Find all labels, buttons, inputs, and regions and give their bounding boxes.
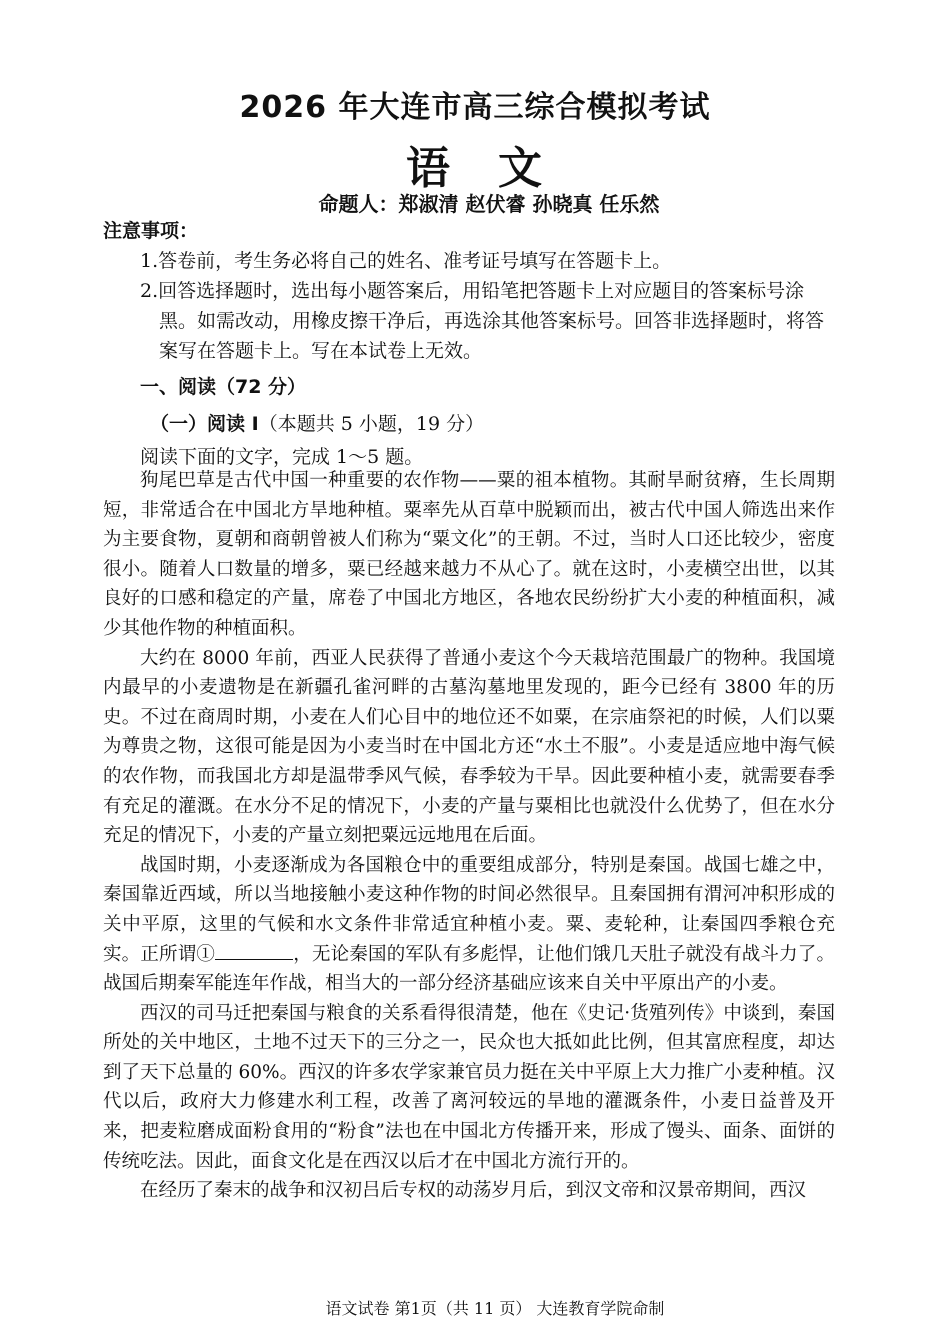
notice-heading: 注意事项： — [103, 220, 199, 242]
page-footer: 语文试卷 第1页（共 11 页） 大连教育学院命制 — [325, 1299, 665, 1318]
reading-passage — [103, 466, 835, 1206]
paragraph-3-before-blank: 战国时期，小麦逐渐成为各国粮仓中的重要组成部分，特别是秦国。战国七雄之中，秦国靠近西域，所以当地接触小麦这种作物的时间必然很早。且秦国拥有渭河冲积形成的关中平原，这里的气候和水文条件非常适宜种植小麦。粟、麦轮种，让秦国四季粮仓充实。正所谓① — [103, 854, 835, 965]
exam-title: 2026 年大连市高三综合模拟考试 — [239, 90, 711, 125]
paragraph-3-after-blank: ，无论秦国的军队有多彪悍，让他们饿几天肚子就没有战斗力了。战国后期秦军能连年作战，相当大的一部分经济基础应该来自关中平原出产的小麦。 — [103, 943, 835, 995]
notice-list — [140, 246, 840, 366]
notice-item-2: 2.回答选择题时，选出每小题答案后，用铅笔把答题卡上对应题目的答案标号涂黑。如需改动，用橡皮擦干净后，再选涂其他答案标号。回答非选择题时，将答案写在答题卡上。写在本试卷上无效。 — [140, 280, 825, 362]
passage-paragraph-2: 大约在 8000 年前，西亚人民获得了普通小麦这个今天栽培范围最广的物种。我国境内最早的小麦遗物是在新疆孔雀河畔的古墓沟墓地里发现的，距今已经有 3800 年的历史。不过在商周时期，小麦在人们心目中的地位还不如粟，在宗庙祭祀的时候，人们以粟为尊贵之物，这很可能是因为小麦当时在中国北方还“水土不服”。小麦是适应地中海气候的农作物，而我国北方却是温带季风气候，春季较为干旱。因此要种植小麦，就需要春季有充足的灌溉。在水分不足的情况下，小麦的产量与粟相比也就没什么优势了，但在水分充足的情况下，小麦的产量立刻把粟远远地甩在后面。 — [103, 647, 835, 847]
passage-paragraph-5: 在经历了秦末的战争和汉初吕后专权的动荡岁月后，到汉文帝和汉景帝期间，西汉 — [140, 1180, 807, 1202]
passage-paragraph-3 — [103, 851, 835, 999]
passage-paragraph-4: 西汉的司马迁把秦国与粮食的关系看得很清楚，他在《史记·货殖列传》中谈到，秦国所处的关中地区，土地不过天下的三分之一，民众也大抵如此比例，但其富庶程度，却达到了天下总量的 60%。西汉的许多农学家兼官员力挺在关中平原上大力推广小麦种植。汉代以后，政府大力修建水利工程，改善了离河较远的旱地的灌溉条件，小麦日益普及开来，把麦粒磨成面粉食用的“粉食”法也在中国北方传播开来，形成了馒头、面条、面饼的传统吃法。因此，面食文化是在西汉以后才在中国北方流行开的。 — [103, 1002, 835, 1172]
passage-paragraph-1: 狗尾巴草是古代中国一种重要的农作物——粟的祖本植物。其耐旱耐贫瘠，生长周期短，非常适合在中国北方旱地种植。粟率先从百草中脱颖而出，被古代中国人筛选出来作为主要食物，夏朝和商朝曾被人们称为“粟文化”的王朝。不过，当时人口还比较少，密度很小。随着人口数量的增多，粟已经越来越力不从心了。就在这时，小麦横空出世，以其良好的口感和稳定的产量，席卷了中国北方地区，各地农民纷纷扩大小麦的种植面积，减少其他作物的种植面积。 — [103, 470, 835, 639]
subsection-info: （本题共 5 小题，19 分） — [258, 413, 485, 435]
fill-blank-1 — [215, 941, 293, 960]
authors-line: 命题人：郑淑清 赵伏睿 孙晓真 任乐然 — [318, 192, 660, 216]
section-title: 一、阅读（72 分） — [140, 376, 307, 398]
reading-instruction: 阅读下面的文字，完成 1～5 题。 — [140, 446, 424, 468]
subject-title: 语 文 — [406, 143, 544, 194]
subsection-title — [150, 409, 484, 436]
notice-item-1: 1.答卷前，考生务必将自己的姓名、准考证号填写在答题卡上。 — [140, 250, 672, 272]
subsection-label: （一）阅读 I — [150, 413, 259, 435]
